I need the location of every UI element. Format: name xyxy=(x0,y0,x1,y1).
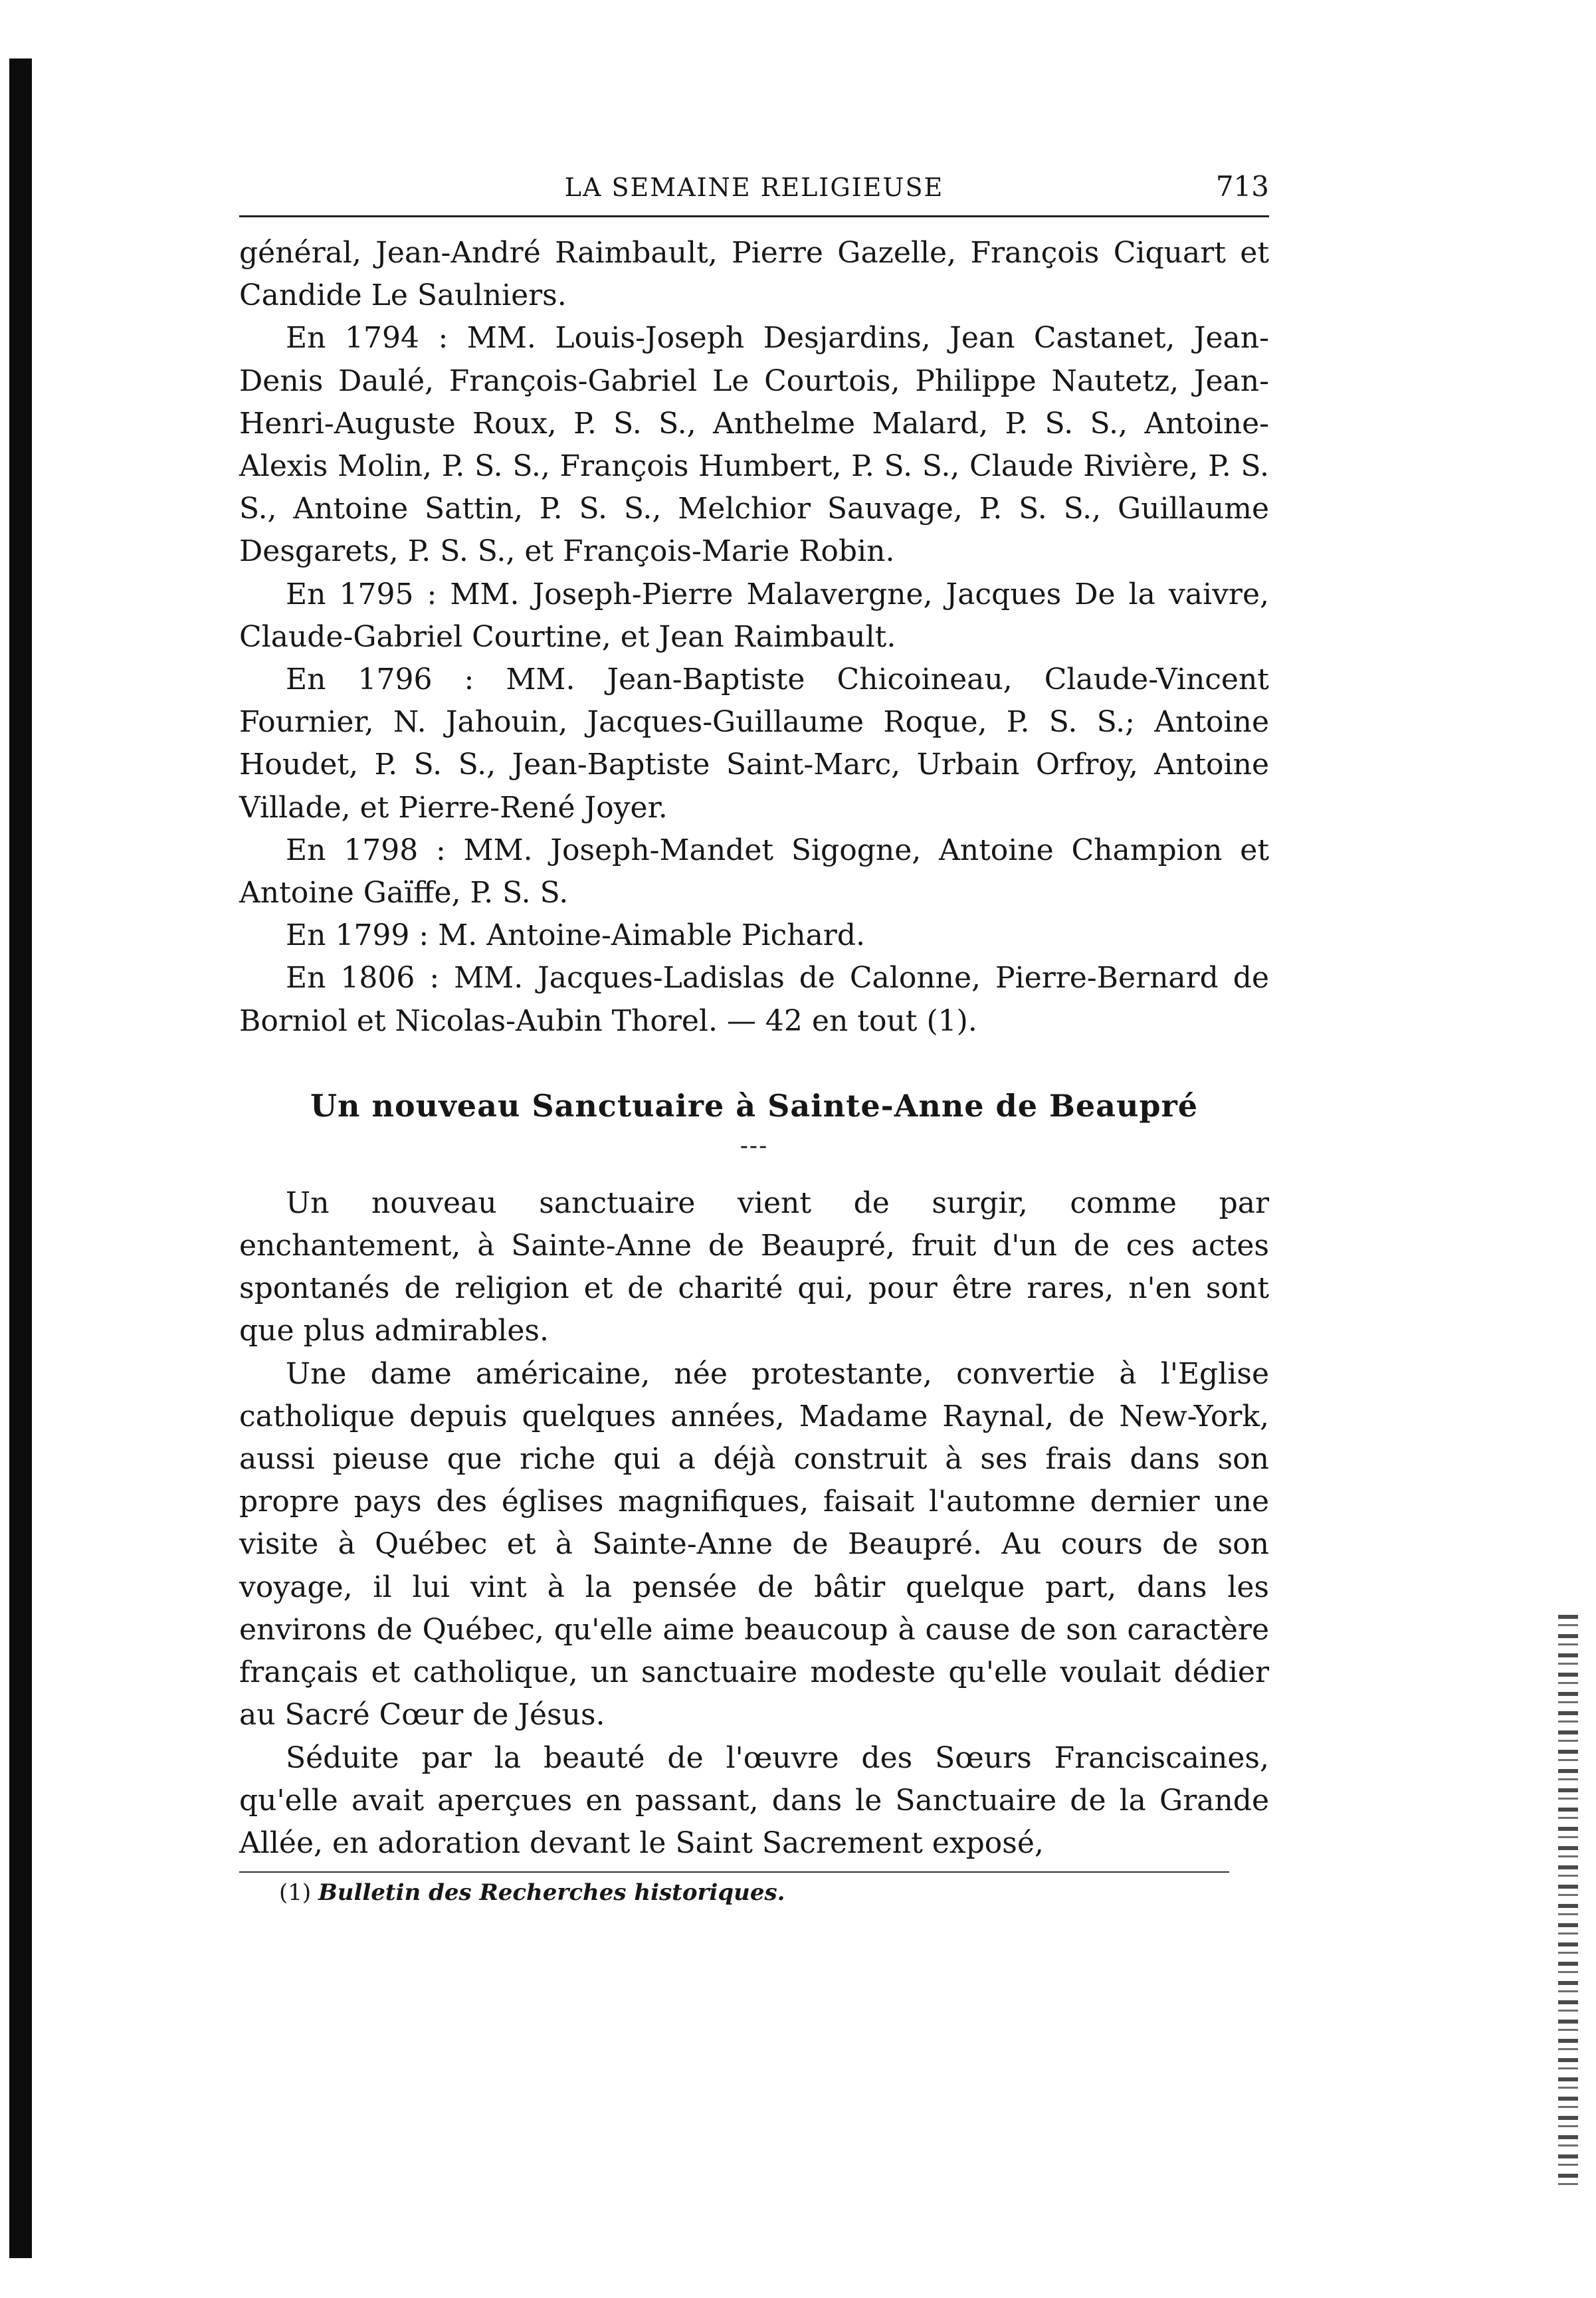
header-rule xyxy=(239,215,1269,217)
scan-edge-artifact xyxy=(1558,1615,1578,2186)
running-title: LA SEMAINE RELIGIEUSE xyxy=(564,173,944,202)
article-paragraph-2: Une dame américaine, née protestante, convertie à l'Eglise catholique depuis quelques années, Madame Raynal, de New-York, aussi pieuse que riche qui a déjà construit à ses frais dans son propre pays des églises magnifiques, faisait l'automne dernier une visite à Québec et à Sainte-Anne de Beaupré. Au cours de son voyage, il lui vint à la pensée de bâtir quelque part, dans les environs de Québec, qu'elle aime beaucoup à cause de son caractère français et catholique, un sanctuaire modeste qu'elle voulait dédier au Sacré Cœur de Jésus. xyxy=(239,1356,1269,1732)
article-paragraph-3: Séduite par la beauté de l'œuvre des Sœurs Franciscaines, qu'elle avait aperçues en passant, dans le Sanctuaire de la Grande Allée, en adoration devant le Saint Sacrement exposé, xyxy=(239,1740,1269,1860)
book-binding-edge xyxy=(9,58,32,2258)
article-paragraph-1: Un nouveau sanctuaire vient de surgir, comme par enchantement, à Sainte-Anne de Beaupré, fruit d'un de ces actes spontanés de religion et de charité qui, pour être rares, n'en sont que plus admirables. xyxy=(239,1186,1269,1348)
article-body xyxy=(239,1182,1269,1865)
list-continuation: général, Jean-André Raimbault, Pierre Gazelle, François Ciquart et Candide Le Saulniers. xyxy=(239,236,1269,313)
ordination-list xyxy=(239,232,1269,1043)
footnote xyxy=(279,1877,1269,1909)
running-header xyxy=(239,166,1269,215)
title-ornament: --- xyxy=(740,1132,769,1160)
footnote-rule xyxy=(239,1871,1229,1873)
article-title: Un nouveau Sanctuaire à Sainte-Anne de Beaupré xyxy=(310,1087,1199,1124)
list-entry-1799: En 1799 : M. Antoine-Aimable Pichard. xyxy=(286,918,865,953)
list-entry-1806: En 1806 : MM. Jacques-Ladislas de Calonne, Pierre-Bernard de Borniol et Nicolas-Aubin Thorel. — 42 en tout (1). xyxy=(239,961,1269,1038)
list-entry-1796: En 1796 : MM. Jean-Baptiste Chicoineau, Claude-Vincent Fournier, N. Jahouin, Jacques-Guillaume Roque, P. S. S.; Antoine Houdet, P. S. S., Jean-Baptiste Saint-Marc, Urbain Orfroy, Antoine Villade, et Pierre-René Joyer. xyxy=(239,663,1269,825)
page-number: 713 xyxy=(1215,170,1269,203)
list-entry-1794: En 1794 : MM. Louis-Joseph Desjardins, Jean Castanet, Jean-Denis Daulé, François-Gabriel Le Courtois, Philippe Nautetz, Jean-Henri-Auguste Roux, P. S. S., Anthelme Malard, P. S. S., Antoine-Alexis Molin, P. S. S., François Humbert, P. S. S., Claude Rivière, P. S. S., Antoine Sattin, P. S. S., Melchior Sauvage, P. S. S., Guillaume Desgarets, P. S. S., et François-Marie Robin. xyxy=(239,321,1269,569)
footnote-mark: (1) xyxy=(279,1879,312,1907)
footnote-text: Bulletin des Recherches historiques. xyxy=(318,1879,785,1907)
list-entry-1795: En 1795 : MM. Joseph-Pierre Malavergne, Jacques De la vaivre, Claude-Gabriel Courtine, et Jean Raimbault. xyxy=(239,577,1269,654)
document-page xyxy=(239,166,1269,1909)
list-entry-1798: En 1798 : MM. Joseph-Mandet Sigogne, Antoine Champion et Antoine Gaïffe, P. S. S. xyxy=(239,833,1269,910)
